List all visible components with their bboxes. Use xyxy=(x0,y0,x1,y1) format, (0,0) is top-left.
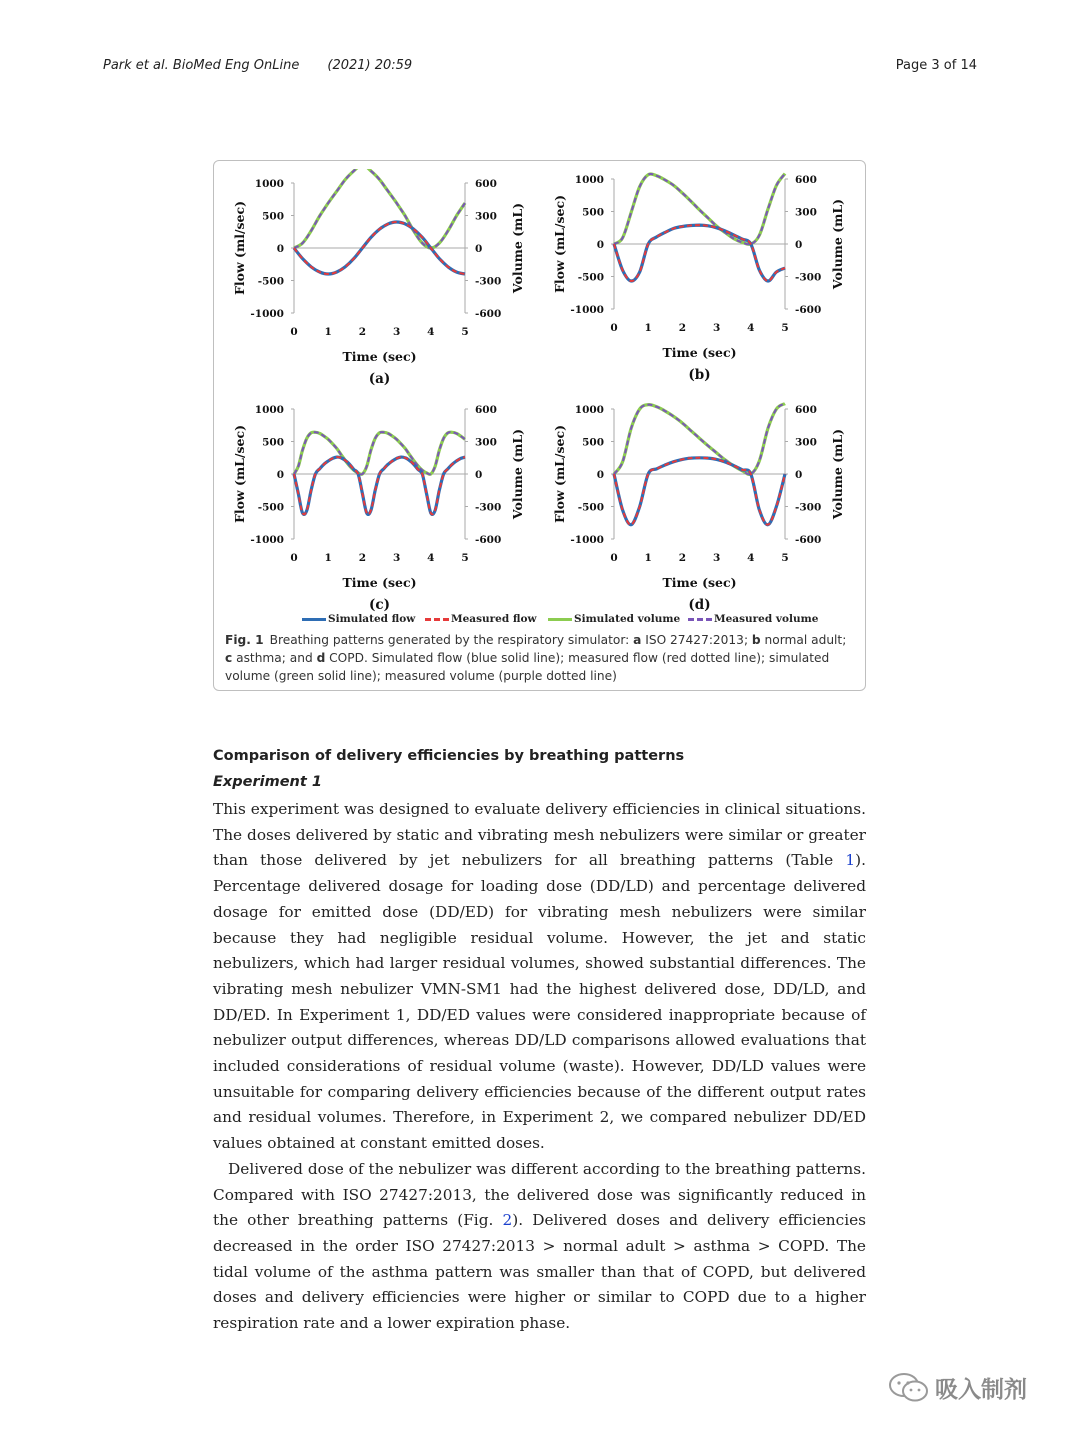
chart-d xyxy=(542,395,852,613)
x-tick-label: 5 xyxy=(461,552,469,564)
panel-c xyxy=(222,395,532,613)
y-tick-label: 500 xyxy=(582,206,604,219)
y-tick-label: -1000 xyxy=(570,304,604,316)
caption-letter: d xyxy=(316,651,326,665)
table-reference-link[interactable]: 1 xyxy=(845,851,856,870)
chart-a xyxy=(222,169,532,394)
x-tick-label: 3 xyxy=(392,326,401,338)
x-tick-label: 0 xyxy=(610,552,618,564)
figure-caption xyxy=(225,631,855,685)
y2-tick-label: 0 xyxy=(795,469,803,481)
chart-c xyxy=(222,395,532,613)
figure-reference-link[interactable]: 2 xyxy=(502,1211,513,1230)
caption-text: ISO 27427:2013; xyxy=(641,633,752,647)
subsection-title: Experiment 1 xyxy=(213,774,322,790)
paragraph-text: ). Percentage delivered dosage for loading dose (DD/LD) and percentage delivered dosage for emitted dose (DD/ED) for vibrating mesh nebulizers were similar because they had negligible residual volume. However, the jet and static nebulizers, which had larger residual volumes, showed substantial differences. The vibrating mesh nebulizer VMN-SM1 had the highest delivered dose, DD/LD, and DD/ED. In Experiment 1, DD/ED values were considered inappropriate because of nebulizer output differences, whereas DD/LD comparisons allowed evaluations that included considerations of residual volume (waste). However, DD/LD values were unsuitable for comparing delivery efficiencies because of the different output rates and residual volumes. Therefore, in Experiment 2, we compared nebulizer DD/ED values obtained at constant emitted doses. xyxy=(213,851,866,1153)
panel-label: (d) xyxy=(688,597,711,613)
x-tick-label: 4 xyxy=(747,552,755,564)
y2-tick-label: 300 xyxy=(795,436,817,449)
chart-b xyxy=(542,165,852,390)
paragraph xyxy=(213,1157,866,1337)
y-tick-label: 1000 xyxy=(574,174,604,186)
body-text xyxy=(213,797,866,1337)
page-number: Page 3 of 14 xyxy=(895,58,977,73)
legend-item-measured-volume xyxy=(688,613,818,625)
panel-b xyxy=(542,165,852,390)
y-tick-label: 0 xyxy=(276,243,284,255)
caption-text: normal adult; xyxy=(760,633,847,647)
legend-item-simulated-volume xyxy=(548,613,680,625)
legend-label: Simulated flow xyxy=(328,613,416,625)
caption-letter: b xyxy=(751,633,761,647)
figure-1 xyxy=(213,160,866,691)
y2-tick-label: -600 xyxy=(795,534,822,546)
y2-tick-label: 600 xyxy=(795,404,817,416)
series-simulated-flow xyxy=(294,457,465,514)
x-axis-label: Time (sec) xyxy=(662,345,737,360)
series-simulated-flow xyxy=(614,458,785,525)
legend-label: Measured flow xyxy=(451,613,537,625)
y2-tick-label: 300 xyxy=(475,210,497,223)
x-tick-label: 0 xyxy=(290,552,298,564)
y2-axis-label: Volume (mL) xyxy=(510,428,525,520)
x-tick-label: 3 xyxy=(712,552,721,564)
x-tick-label: 5 xyxy=(461,326,469,338)
paragraph-text: This experiment was designed to evaluate delivery efficiencies in clinical situations. The doses delivered by static and vibrating mesh nebulizers were similar or greater than those delivered by jet nebulizers for all breathing patterns (Table xyxy=(213,800,866,870)
y2-tick-label: 0 xyxy=(475,243,483,255)
y-axis-label: Flow (mL/sec) xyxy=(552,194,567,294)
paragraph-text: ). Delivered doses and delivery efficiencies decreased in the order ISO 27427:2013 > normal adult > asthma > COPD. The tidal volume of the asthma pattern was smaller than that of COPD, but delivered doses and delivery efficiencies were higher or similar to COPD due to a higher respiration rate and a lower expiration phase. xyxy=(213,1211,867,1333)
x-tick-label: 5 xyxy=(781,552,789,564)
y2-tick-label: 0 xyxy=(475,469,483,481)
panel-d xyxy=(542,395,852,613)
header-left xyxy=(103,58,412,73)
y-tick-label: -1000 xyxy=(250,308,284,320)
wechat-icon xyxy=(887,1372,931,1404)
y-axis-label: Flow (ml/sec) xyxy=(232,200,247,296)
x-tick-label: 1 xyxy=(324,552,332,564)
series-simulated-volume xyxy=(294,169,465,248)
y-tick-label: 1000 xyxy=(254,404,284,416)
chart-legend xyxy=(302,613,822,627)
legend-swatch xyxy=(425,618,449,621)
x-tick-label: 3 xyxy=(392,552,401,564)
x-tick-label: 5 xyxy=(781,322,789,334)
y2-tick-label: -600 xyxy=(475,534,502,546)
y-tick-label: -500 xyxy=(257,275,284,288)
y-tick-label: -500 xyxy=(577,271,604,284)
y2-tick-label: -300 xyxy=(795,501,822,514)
x-tick-label: 0 xyxy=(290,326,298,338)
citation: (2021) 20:59 xyxy=(327,58,413,73)
x-axis-label: Time (sec) xyxy=(342,349,417,364)
watermark-text: 吸入制剂 xyxy=(935,1377,1027,1403)
y2-axis-label: Volume (mL) xyxy=(830,428,845,520)
x-tick-label: 0 xyxy=(610,322,618,334)
legend-label: Measured volume xyxy=(714,613,819,625)
series-simulated-volume xyxy=(614,404,785,475)
panel-label: (a) xyxy=(368,371,391,387)
y-tick-label: 1000 xyxy=(574,404,604,416)
y-tick-label: 0 xyxy=(596,469,604,481)
series-measured-flow xyxy=(614,458,785,525)
x-tick-label: 4 xyxy=(747,322,755,334)
y2-tick-label: 300 xyxy=(475,436,497,449)
paragraph xyxy=(213,797,866,1157)
y2-tick-label: -300 xyxy=(795,271,822,284)
caption-text: asthma; and xyxy=(232,651,317,665)
legend-label: Simulated volume xyxy=(574,613,681,625)
y-tick-label: -1000 xyxy=(570,534,604,546)
panel-label: (b) xyxy=(688,367,711,383)
y-tick-label: 1000 xyxy=(254,178,284,190)
legend-swatch xyxy=(548,618,572,621)
y-tick-label: -1000 xyxy=(250,534,284,546)
y-axis-label: Flow (mL/sec) xyxy=(552,424,567,524)
figure-label: Fig. 1 xyxy=(225,633,264,647)
x-tick-label: 2 xyxy=(678,322,687,334)
journal-name: Park et al. BioMed Eng OnLine xyxy=(103,58,300,73)
y2-tick-label: 600 xyxy=(795,174,817,186)
y2-tick-label: 0 xyxy=(795,239,803,251)
page-header xyxy=(103,58,977,78)
watermark xyxy=(887,1368,1057,1408)
x-axis-label: Time (sec) xyxy=(342,575,417,590)
y2-tick-label: 600 xyxy=(475,178,497,190)
legend-swatch xyxy=(688,618,712,621)
legend-swatch xyxy=(302,618,326,621)
x-tick-label: 2 xyxy=(358,326,367,338)
legend-item-measured-flow xyxy=(425,613,537,625)
y2-tick-label: 300 xyxy=(795,206,817,219)
y2-tick-label: -600 xyxy=(475,308,502,320)
x-tick-label: 1 xyxy=(644,552,652,564)
panel-a xyxy=(222,169,532,394)
x-tick-label: 4 xyxy=(427,552,435,564)
y-tick-label: 0 xyxy=(276,469,284,481)
y2-tick-label: -300 xyxy=(475,275,502,288)
caption-letter: c xyxy=(225,651,233,665)
legend-item-simulated-flow xyxy=(302,613,415,625)
y-tick-label: 0 xyxy=(596,239,604,251)
x-tick-label: 2 xyxy=(678,552,687,564)
section-title: Comparison of delivery efficiencies by breathing patterns xyxy=(213,748,685,764)
caption-text: Breathing patterns generated by the respiratory simulator: xyxy=(269,633,634,647)
paragraph-text: Delivered dose of the nebulizer was different according to the breathing patterns. Compared with ISO 27427:2013, the delivered dose was significantly reduced in the other breathing patterns (Fig. xyxy=(213,1159,866,1230)
caption-text: COPD. Simulated flow (blue solid line); measured flow (red dotted line); simulated volume (green solid line); measured volume (purple dotted line) xyxy=(225,651,830,683)
y2-axis-label: Volume (mL) xyxy=(510,202,525,294)
y-tick-label: 500 xyxy=(582,436,604,449)
x-axis-label: Time (sec) xyxy=(662,575,737,590)
x-tick-label: 3 xyxy=(712,322,721,334)
x-tick-label: 1 xyxy=(644,322,652,334)
y-axis-label: Flow (mL/sec) xyxy=(232,424,247,524)
y-tick-label: 500 xyxy=(262,436,284,449)
x-tick-label: 1 xyxy=(324,326,332,338)
y2-tick-label: 600 xyxy=(475,404,497,416)
y-tick-label: -500 xyxy=(577,501,604,514)
y2-tick-label: -600 xyxy=(795,304,822,316)
x-tick-label: 4 xyxy=(427,326,435,338)
panel-label: (c) xyxy=(369,597,390,613)
x-tick-label: 2 xyxy=(358,552,367,564)
y-tick-label: -500 xyxy=(257,501,284,514)
y2-axis-label: Volume (mL) xyxy=(830,198,845,290)
y-tick-label: 500 xyxy=(262,210,284,223)
y2-tick-label: -300 xyxy=(475,501,502,514)
caption-letter: a xyxy=(633,633,642,647)
